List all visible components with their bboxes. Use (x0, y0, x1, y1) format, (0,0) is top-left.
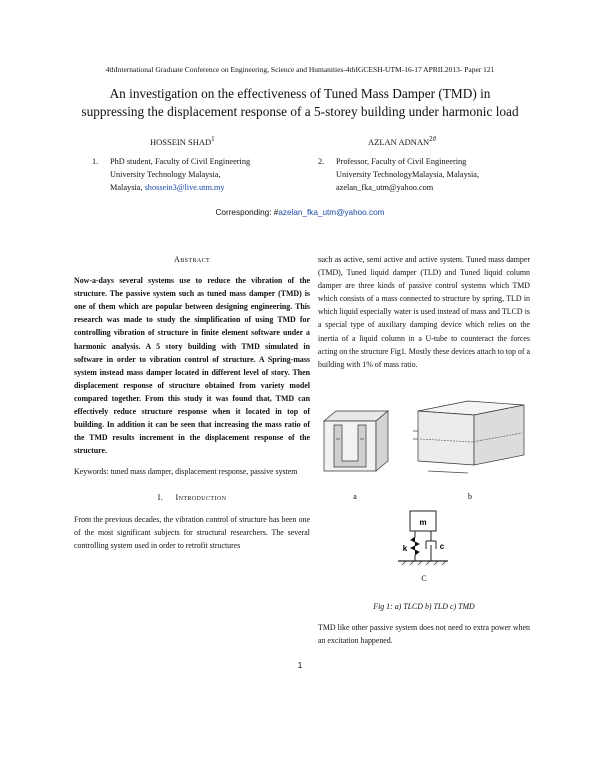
tld-illustration (413, 401, 524, 473)
affiliation-1-number: 1. (92, 157, 99, 166)
figure-label-a: a (353, 491, 357, 501)
introduction-number: I. (157, 492, 164, 502)
conference-header-text: 4thInternational Graduate Conference on Engineering, Science and Humanities-4thIGCESH-UTM-16-17 APRIL2013- Paper 121 (105, 65, 495, 74)
figure-1-illustration (318, 381, 530, 618)
corresponding-line (0, 208, 600, 217)
affiliation-1-email-link[interactable]: shossein3@live.utm.my (144, 183, 225, 192)
introduction-body: From the previous decades, the vibration control of structure has been one of the most significant subjects for structural researchers. The several controlling system used in order to retrofit structures (74, 514, 310, 550)
left-column (74, 253, 310, 552)
damper-label: c (439, 541, 445, 551)
figure-1 (318, 381, 530, 618)
author-1-name: HOSSEIN SHAD (150, 136, 212, 147)
affiliation-2-line1: Professor, Faculty of Civil Engineering (336, 157, 467, 166)
affiliation-1 (92, 155, 312, 194)
affiliation-2 (318, 155, 538, 194)
affiliation-1-line3: Malaysia, (110, 183, 145, 192)
conference-header (0, 65, 600, 74)
introduction-title: Introduction (175, 492, 227, 502)
author-2-sup: 2# (429, 135, 437, 143)
paper-title (40, 85, 560, 121)
right-column (318, 253, 530, 647)
author-2 (368, 135, 436, 147)
figure-label-b: b (468, 491, 472, 501)
affiliation-1-line2: University Technology Malaysia, (110, 170, 221, 179)
tlcd-illustration (324, 411, 388, 471)
right-paragraph-2: TMD like other passive system does not need to extra power when an excitation happened. (318, 622, 530, 646)
affiliation-2-number: 2. (318, 157, 325, 166)
corresponding-label: Corresponding: # (215, 208, 279, 217)
author-1-sup: 1 (211, 135, 215, 143)
introduction-heading (74, 491, 310, 504)
keywords: Keywords: tuned mass damper, displacement response, passive system (74, 467, 298, 477)
affiliation-2-email: azelan_fka_utm@yahoo.com (336, 183, 434, 192)
corresponding-email-link[interactable]: azelan_fka_utm@yahoo.com (278, 208, 385, 217)
figure-label-c: C (421, 573, 427, 583)
page-number: 1 (297, 660, 303, 670)
author-1 (150, 135, 215, 147)
affiliation-1-line1: PhD student, Faculty of Civil Engineering (110, 157, 251, 166)
figure-1-caption: Fig 1: a) TLCD b) TLD c) TMD (373, 601, 475, 611)
title-line-1: An investigation on the effectiveness of Tuned Mass Damper (TMD) in (109, 86, 491, 101)
mass-label: m (419, 517, 427, 527)
affiliation-2-line2: University TechnologyMalaysia, Malaysia, (336, 170, 480, 179)
abstract-body: Now-a-days several systems use to reduce the vibration of the structure. The passive system such as tuned mass damper (TMD) is one of them which are popular between designing engineering. This research was made to study the simplification of using TMD for controlling vibration of structure in finite element software under a harmonic analysis. A 5 story building with TMD simulated in software in order to vibration control of structure. A Spring-mass system instead mass damper located in different level of story. Then displacement response of structure obtained from variety model compared together. From this study it was found that, TMD can effectively reduce structure response when it located in top of building. In addition it can be seen that increasing the mass ratio of the TMD results increment in the displacement response of the structure. (74, 276, 310, 456)
title-line-2: suppressing the displacement response of a 5-storey building under harmonic load (81, 104, 519, 119)
right-paragraph-1: such as active, semi active and active system. Tuned mass damper (TMD), Tuned liquid damper (TLD) and Tuned liquid column damper are three kinds of passive control systems which TMD which consists of a mass connected to structure by spring, TLD in which liquid especially water is used instead of mass and TLCD is a special type of auxiliary damping device which relies on the inertia of a liquid column in a U-tube to counteract the forces acting on the structure Fig1. Mostly these devices attach to top of a building with 1% of mass ratio. (318, 255, 530, 369)
spring-label: k (402, 543, 408, 553)
abstract-heading: Abstract (173, 255, 211, 264)
author-2-name: AZLAN ADNAN (368, 136, 430, 147)
